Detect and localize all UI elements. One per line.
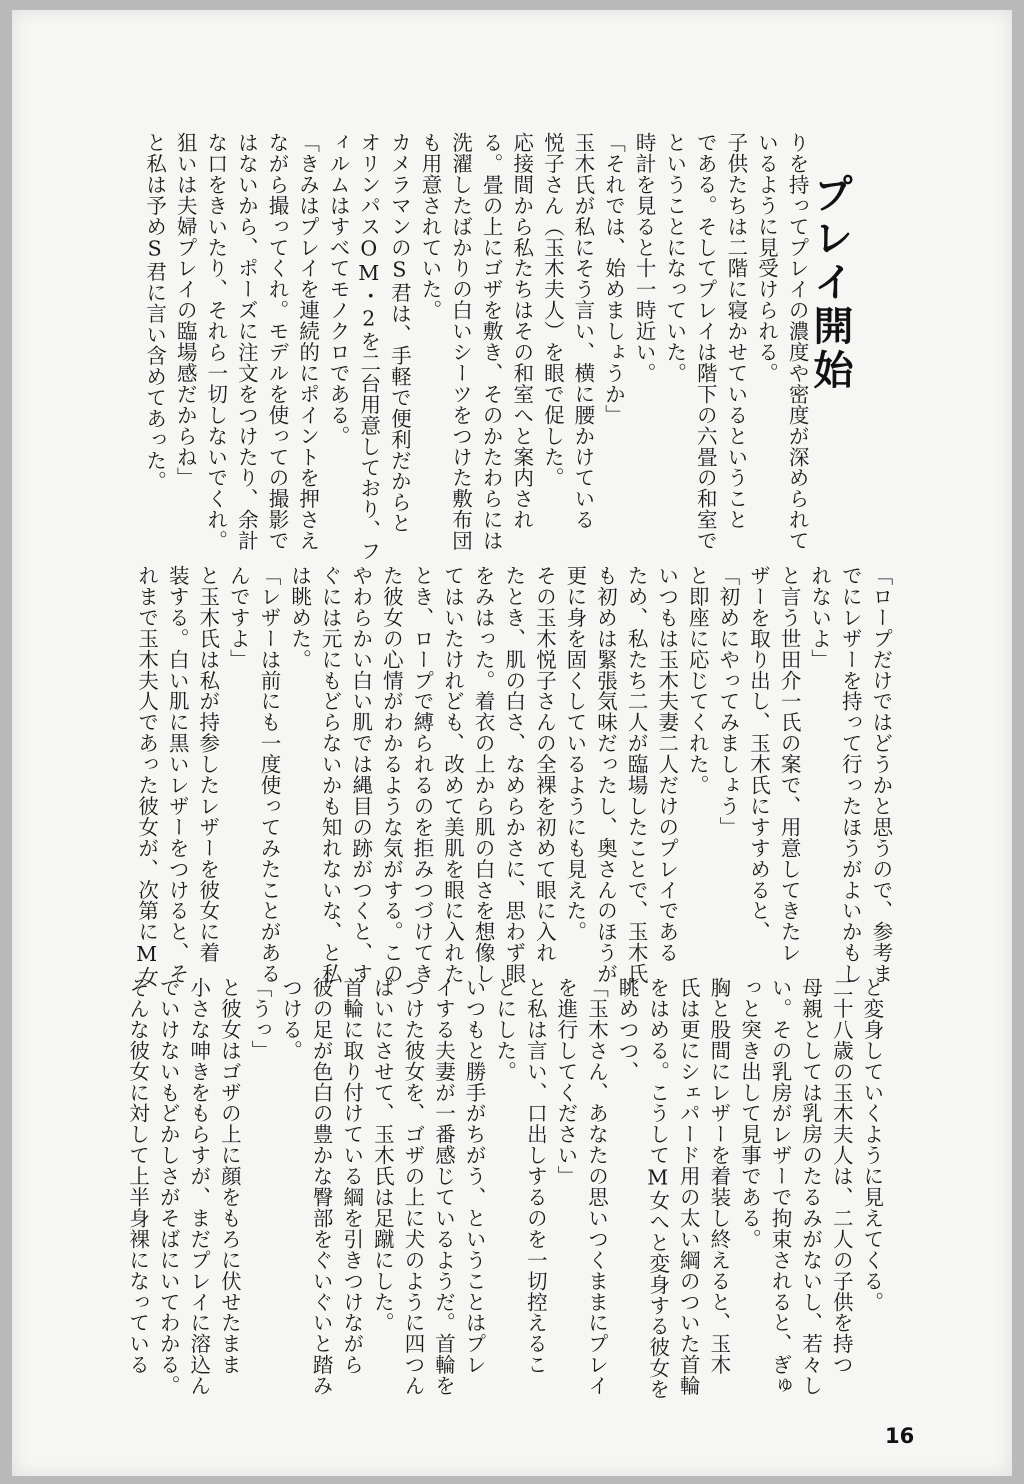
- text-line: な口をきいたり、それら一切しないでくれ。: [203, 132, 228, 551]
- text-line: いつもは玉木夫妻二人だけのプレイである: [654, 565, 679, 964]
- text-line: つけた彼女を、ゴザの上に犬のように四つん: [400, 977, 425, 1396]
- text-line: っと突き出して見事である。: [737, 977, 762, 1250]
- text-line: 「うっ」: [247, 977, 272, 1061]
- bottom-text-column: [122, 977, 887, 1400]
- text-line: 「ロープだけではどうかと思うので、参考ま: [868, 565, 893, 984]
- text-line: 応接間から私たちはその和室へと案内され: [509, 132, 534, 531]
- text-line: れないよ」: [807, 565, 832, 670]
- text-line: ぐには元にもどらないかも知れないな、と私: [318, 565, 343, 984]
- text-line: はないから、ポーズに注文をつけたり、余計: [234, 132, 259, 551]
- text-line: 「それでは、始めましょうか」: [601, 132, 626, 426]
- text-line: を進行してください」: [553, 977, 578, 1187]
- text-line: 二十八歳の玉木夫人は、二人の子供を持つ: [829, 977, 854, 1376]
- text-line: 玉木氏が私にそう言い、横に腰かけている: [570, 132, 595, 531]
- text-line: たとき、肌の白さ、なめらかさに、思わず眼: [501, 565, 526, 984]
- text-line: 更に身を固くしているようにも見えた。: [562, 565, 587, 943]
- text-line: 狙いは夫婦プレイの臨場感だからね」: [173, 132, 198, 489]
- page-number: 16: [885, 1424, 915, 1448]
- text-line: と言う世田介一氏の案で、用意してきたレ: [777, 565, 802, 964]
- text-line: イする夫妻が一番感じているようだ。首輪を: [431, 977, 456, 1396]
- text-line: ィルムはすべてモノクロである。: [326, 132, 351, 447]
- text-line: とき、ロープで縛られるのを拒みつづけてき: [409, 565, 434, 984]
- text-line: と変身していくように見えてくる。: [859, 977, 884, 1313]
- text-line: 「きみはプレイを連続的にポイントを押さえ: [295, 132, 320, 551]
- text-line: る。畳の上にゴザを敷き、そのかたわらには: [479, 132, 504, 551]
- text-line: ザーを取り出し、玉木氏にすすめると、: [746, 565, 771, 943]
- text-line: 彼の足が色白の豊かな臀部をぐいぐいと踏み: [309, 977, 334, 1396]
- text-line: カメラマンのS君は、手軽で便利だからと: [387, 132, 412, 534]
- text-line: ということになっていた。: [662, 132, 687, 384]
- text-line: と彼女はゴザの上に顔をもろに伏せたまま: [217, 977, 242, 1376]
- text-line: も初めは緊張気味だったし、奥さんのほうが: [593, 565, 618, 984]
- text-line: と私は言い、口出しするのを一切控えるこ: [523, 977, 548, 1376]
- text-line: は眺めた。: [287, 565, 312, 670]
- text-line: い。その乳房がレザーで拘束されると、ぎゅ: [768, 977, 793, 1396]
- text-line: も用意されていた。: [417, 132, 442, 321]
- text-line: ため、私たち二人が臨場したことで、玉木氏: [624, 565, 649, 984]
- text-line: 装する。白い肌に黒いレザーをつけると、そ: [165, 565, 190, 984]
- text-line: 首輪に取り付けている綱を引きつけながら: [339, 977, 364, 1376]
- text-line: でいけないもどかしさがそばにいてわかる。: [156, 977, 181, 1396]
- text-line: た彼女の心情がわかるような気がする。この: [379, 565, 404, 984]
- text-line: いつもと勝手がちがう、ということはプレ: [462, 977, 487, 1376]
- text-line: ながら撮ってくれ。モデルを使っての撮影で: [264, 132, 289, 551]
- text-line: その玉木悦子さんの全裸を初めて眼に入れ: [532, 565, 557, 964]
- text-line: 悦子さん（玉木夫人）を眼で促した。: [540, 132, 565, 489]
- text-line: つける。: [278, 977, 303, 1061]
- text-line: オリンパスOM・2を二台用意しており、フ: [356, 132, 381, 562]
- text-line: そんな彼女に対して上半身裸になっている: [125, 977, 150, 1376]
- text-line: ばいにさせて、玉木氏は足蹴にした。: [370, 977, 395, 1334]
- text-line: 洗濯したばかりの白いシーツをつけた敷布団: [448, 132, 473, 551]
- text-line: 小さな呻きをもらすが、まだプレイに溶込ん: [186, 977, 211, 1396]
- text-line: 「レザーは前にも一度使ってみたことがある: [256, 565, 281, 984]
- text-line: 母親としては乳房のたるみがないし、若々し: [798, 977, 823, 1396]
- text-line: 時計を見ると十一時近い。: [632, 132, 657, 384]
- text-line: 胸と股間にレザーを着装し終えると、玉木: [706, 977, 731, 1376]
- text-line: でにレザーを持って行ったほうがよいかもし: [838, 565, 863, 984]
- text-line: である。そしてプレイは階下の六畳の和室で: [693, 132, 718, 551]
- text-line: 眺めつつ、: [615, 977, 640, 1082]
- text-line: てはいたけれども、改めて美肌を眼に入れた: [440, 565, 465, 984]
- middle-text-column: [131, 565, 896, 988]
- text-line: やわらかい白い肌では縄目の跡がつくと、す: [348, 565, 373, 984]
- text-line: をみはった。着衣の上から肌の白さを想像し: [471, 565, 496, 984]
- book-page: [12, 10, 1012, 1476]
- text-line: れまで玉木夫人であった彼女が、次第にM女: [134, 565, 159, 988]
- text-line: いるように見受けられる。: [754, 132, 779, 384]
- text-line: んですよ」: [226, 565, 251, 670]
- text-line: 「玉木さん、あなたの思いつくままにプレイ: [584, 977, 609, 1396]
- text-line: とにした。: [492, 977, 517, 1082]
- text-line: と玉木氏は私が持参したレザーを彼女に着: [195, 565, 220, 964]
- text-line: をはめる。こうしてM女へと変身する彼女を: [645, 977, 670, 1400]
- text-line: りを持ってプレイの濃度や密度が深められて: [785, 132, 810, 551]
- text-line: 「初めにやってみましょう」: [715, 565, 740, 838]
- section-heading: プレイ開始: [807, 173, 853, 393]
- top-text-column: [139, 132, 812, 562]
- text-line: と即座に応じてくれた。: [685, 565, 710, 796]
- text-line: 子供たちは二階に寝かせているということ: [723, 132, 748, 531]
- text-line: と私は予めS君に言い含めてあった。: [142, 132, 167, 492]
- text-line: 氏は更にシェパード用の太い綱のついた首輪: [676, 977, 701, 1396]
